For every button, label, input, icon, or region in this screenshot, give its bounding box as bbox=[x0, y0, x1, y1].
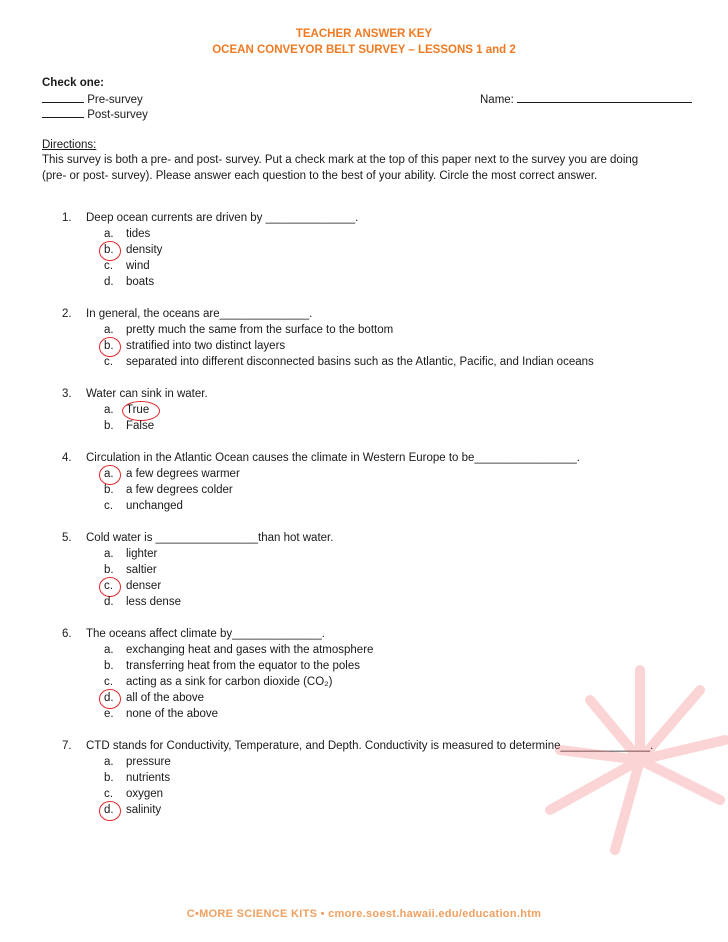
option-text-value: lighter bbox=[126, 548, 158, 560]
option-letter bbox=[104, 788, 126, 800]
correct-answer-circle-icon bbox=[99, 465, 121, 485]
option-letter-text: b. bbox=[104, 772, 114, 784]
question-number: 2. bbox=[62, 308, 72, 320]
option-letter bbox=[104, 228, 126, 240]
answer-option[interactable] bbox=[104, 596, 181, 608]
option-text-value: a few degrees warmer bbox=[126, 468, 240, 480]
option-letter bbox=[104, 708, 126, 720]
option-letter bbox=[104, 564, 126, 576]
option-text bbox=[126, 324, 393, 336]
answer-option[interactable] bbox=[104, 788, 163, 800]
directions-line-2: (pre- or post- survey). Please answer each question to the best of your ability. Circle the most correct answer. bbox=[42, 170, 598, 182]
question-text: The oceans affect climate by______________. bbox=[86, 628, 325, 640]
option-letter-text: a. bbox=[104, 548, 114, 560]
option-text bbox=[126, 404, 149, 416]
title-line-1: TEACHER ANSWER KEY bbox=[295, 28, 433, 40]
question-text: Water can sink in water. bbox=[86, 388, 208, 400]
post-survey-blank[interactable] bbox=[42, 107, 84, 118]
answer-option[interactable] bbox=[104, 324, 393, 336]
option-letter bbox=[104, 260, 126, 272]
question-3 bbox=[62, 388, 208, 400]
option-text bbox=[126, 468, 240, 480]
answer-option[interactable] bbox=[104, 404, 149, 416]
option-text bbox=[126, 340, 285, 352]
answer-option[interactable] bbox=[104, 340, 285, 352]
post-survey-label: Post-survey bbox=[87, 109, 148, 121]
pre-survey-blank[interactable] bbox=[42, 92, 84, 103]
option-letter bbox=[104, 660, 126, 672]
option-letter bbox=[104, 804, 126, 816]
question-1 bbox=[62, 212, 358, 224]
footer-branding: C•MORE SCIENCE KITS • cmore.soest.hawaii.edu/education.htm bbox=[186, 908, 542, 920]
name-label: Name: bbox=[480, 94, 514, 106]
title-line-2: OCEAN CONVEYOR BELT SURVEY – LESSONS 1 and 2 bbox=[212, 44, 516, 56]
option-letter bbox=[104, 244, 126, 256]
question-number: 4. bbox=[62, 452, 72, 464]
option-letter-text: c. bbox=[104, 500, 113, 512]
option-text bbox=[126, 356, 594, 368]
option-letter-text: b. bbox=[104, 340, 114, 352]
option-letter bbox=[104, 676, 126, 688]
option-text-value: exchanging heat and gases with the atmosphere bbox=[126, 644, 374, 656]
answer-option[interactable] bbox=[104, 356, 594, 368]
option-text-value: False bbox=[126, 420, 155, 432]
option-text-value: salinity bbox=[126, 804, 162, 816]
option-text bbox=[126, 676, 332, 688]
answer-option[interactable] bbox=[104, 644, 373, 656]
pre-survey-option[interactable] bbox=[42, 92, 143, 106]
answer-option[interactable] bbox=[104, 660, 360, 672]
question-number: 1. bbox=[62, 212, 72, 224]
post-survey-option[interactable] bbox=[42, 107, 148, 121]
question-5 bbox=[62, 532, 333, 544]
option-text bbox=[126, 420, 154, 432]
question-number: 6. bbox=[62, 628, 72, 640]
option-text-value: pressure bbox=[126, 756, 171, 768]
question-number: 3. bbox=[62, 388, 72, 400]
option-text bbox=[126, 692, 204, 704]
question-number: 7. bbox=[62, 740, 72, 752]
option-text-value: less dense bbox=[126, 596, 181, 608]
option-letter-text: c. bbox=[104, 580, 113, 592]
option-letter bbox=[104, 692, 126, 704]
option-text-value: none of the above bbox=[126, 708, 219, 720]
correct-answer-circle-icon bbox=[99, 801, 121, 821]
answer-option[interactable] bbox=[104, 708, 218, 720]
question-2 bbox=[62, 308, 312, 320]
name-field[interactable] bbox=[480, 92, 692, 106]
option-letter-text: b. bbox=[104, 244, 114, 256]
option-text-value: nutrients bbox=[126, 772, 171, 784]
answer-option[interactable] bbox=[104, 756, 171, 768]
option-text bbox=[126, 708, 218, 720]
question-text: Circulation in the Atlantic Ocean causes the climate in Western Europe to be________________. bbox=[86, 452, 580, 464]
option-letter bbox=[104, 356, 126, 368]
option-text bbox=[126, 500, 183, 512]
option-letter-text: a. bbox=[104, 324, 114, 336]
answer-option[interactable] bbox=[104, 468, 240, 480]
option-text-value: tides bbox=[126, 228, 151, 240]
option-text bbox=[126, 772, 170, 784]
option-letter-text: c. bbox=[104, 676, 113, 688]
option-text-value: pretty much the same from the surface to the bottom bbox=[126, 324, 394, 336]
option-letter-text: a. bbox=[104, 468, 114, 480]
answer-option[interactable] bbox=[104, 420, 154, 432]
option-letter bbox=[104, 484, 126, 496]
option-letter-text: a. bbox=[104, 404, 114, 416]
option-letter-text: d. bbox=[104, 692, 114, 704]
directions-label: Directions: bbox=[42, 139, 97, 151]
option-letter bbox=[104, 596, 126, 608]
option-text-value: transferring heat from the equator to the poles bbox=[126, 660, 360, 672]
answer-option[interactable] bbox=[104, 564, 157, 576]
answer-option[interactable] bbox=[104, 276, 154, 288]
answer-option[interactable] bbox=[104, 580, 161, 592]
option-text-value: unchanged bbox=[126, 500, 183, 512]
answer-option[interactable] bbox=[104, 260, 150, 272]
answer-option[interactable] bbox=[104, 692, 204, 704]
pre-survey-label: Pre-survey bbox=[87, 94, 143, 106]
option-letter-text: d. bbox=[104, 276, 114, 288]
option-text-value: separated into different disconnected basins such as the Atlantic, Pacific, and Indian oceans bbox=[126, 356, 594, 368]
directions-line-1: This survey is both a pre- and post- survey. Put a check mark at the top of this paper next to the survey you are doing bbox=[42, 154, 639, 166]
option-letter bbox=[104, 580, 126, 592]
option-letter bbox=[104, 644, 126, 656]
option-letter-text: a. bbox=[104, 228, 114, 240]
option-letter bbox=[104, 324, 126, 336]
option-letter-text: a. bbox=[104, 756, 114, 768]
answer-option[interactable] bbox=[104, 676, 332, 688]
answer-option[interactable] bbox=[104, 500, 183, 512]
option-text bbox=[126, 756, 171, 768]
option-letter bbox=[104, 756, 126, 768]
question-text: Deep ocean currents are driven by ______________. bbox=[86, 212, 359, 224]
option-text bbox=[126, 596, 181, 608]
option-text-value: denser bbox=[126, 580, 162, 592]
answer-option[interactable] bbox=[104, 804, 161, 816]
question-text: In general, the oceans are______________. bbox=[86, 308, 313, 320]
option-letter bbox=[104, 420, 126, 432]
option-text-value: a few degrees colder bbox=[126, 484, 233, 496]
question-text: CTD stands for Conductivity, Temperature, and Depth. Conductivity is measured to determine______________. bbox=[86, 740, 654, 752]
option-text bbox=[126, 564, 157, 576]
option-letter bbox=[104, 548, 126, 560]
option-text bbox=[126, 228, 150, 240]
option-text bbox=[126, 580, 161, 592]
question-6 bbox=[62, 628, 325, 640]
option-letter-text: e. bbox=[104, 708, 114, 720]
option-text bbox=[126, 276, 154, 288]
option-text bbox=[126, 644, 373, 656]
option-letter-text: c. bbox=[104, 788, 113, 800]
option-letter-text: d. bbox=[104, 596, 114, 608]
correct-answer-circle-icon bbox=[99, 337, 121, 357]
option-text-value: saltier bbox=[126, 564, 157, 576]
option-text-value: density bbox=[126, 244, 163, 256]
option-text bbox=[126, 484, 233, 496]
option-text bbox=[126, 804, 161, 816]
option-text bbox=[126, 788, 163, 800]
option-text-value: oxygen bbox=[126, 788, 164, 800]
option-letter-text: b. bbox=[104, 564, 114, 576]
option-text-value: boats bbox=[126, 276, 155, 288]
option-text bbox=[126, 244, 162, 256]
option-text bbox=[126, 260, 150, 272]
option-letter-text: b. bbox=[104, 420, 114, 432]
answer-option[interactable] bbox=[104, 548, 157, 560]
option-text-value: wind bbox=[126, 260, 150, 272]
answer-option[interactable] bbox=[104, 484, 233, 496]
correct-answer-circle-icon bbox=[99, 577, 121, 597]
option-text bbox=[126, 660, 360, 672]
option-text-value: True bbox=[126, 404, 150, 416]
option-letter-text: b. bbox=[104, 660, 114, 672]
option-text-value: all of the above bbox=[126, 692, 205, 704]
option-letter bbox=[104, 340, 126, 352]
correct-answer-circle-icon bbox=[99, 689, 121, 709]
option-letter-text: c. bbox=[104, 356, 113, 368]
option-text-value: stratified into two distinct layers bbox=[126, 340, 286, 352]
option-text bbox=[126, 548, 157, 560]
correct-answer-circle-icon bbox=[99, 241, 121, 261]
option-letter-text: c. bbox=[104, 260, 113, 272]
sun-logo-watermark-icon bbox=[540, 660, 728, 860]
option-letter bbox=[104, 772, 126, 784]
answer-option[interactable] bbox=[104, 244, 162, 256]
check-one-label: Check one: bbox=[42, 77, 104, 89]
option-text-value: acting as a sink for carbon dioxide (CO₂) bbox=[126, 676, 333, 688]
option-letter-text: b. bbox=[104, 484, 114, 496]
option-letter bbox=[104, 276, 126, 288]
question-number: 5. bbox=[62, 532, 72, 544]
option-letter-text: a. bbox=[104, 644, 114, 656]
name-blank[interactable] bbox=[517, 92, 692, 103]
answer-option[interactable] bbox=[104, 228, 150, 240]
question-text: Cold water is ________________than hot water. bbox=[86, 532, 334, 544]
option-letter bbox=[104, 500, 126, 512]
question-4 bbox=[62, 452, 580, 464]
option-letter-text: d. bbox=[104, 804, 114, 816]
correct-answer-circle-icon bbox=[122, 401, 160, 421]
answer-option[interactable] bbox=[104, 772, 170, 784]
option-letter bbox=[104, 468, 126, 480]
